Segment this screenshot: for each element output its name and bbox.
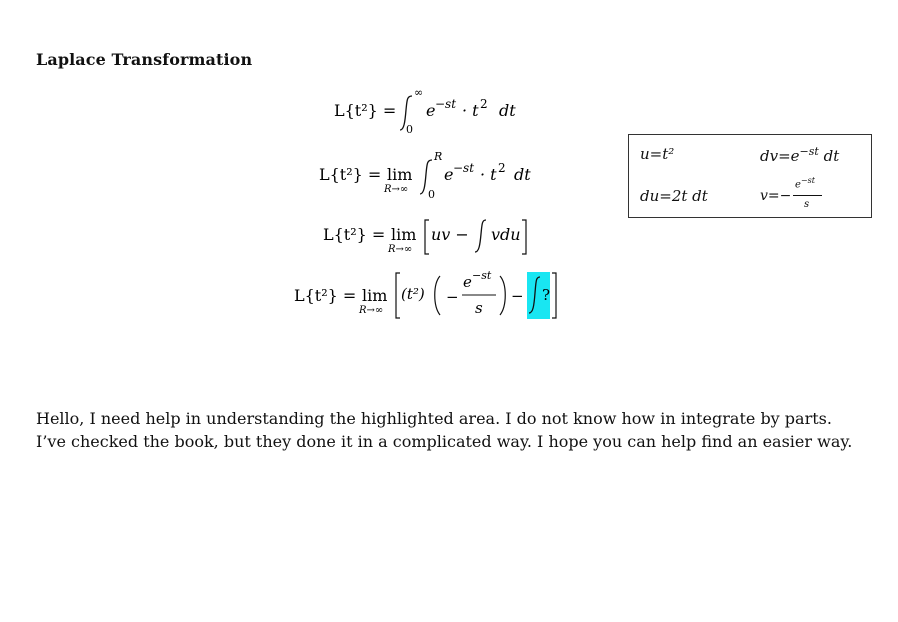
eq3-lim: lim <box>391 225 417 244</box>
v-fraction-bar <box>793 195 822 196</box>
eq3-lhs: L{t²} = <box>323 225 386 244</box>
v-prefix: v=− <box>760 188 792 204</box>
dv-exponent: −st <box>799 145 819 158</box>
eq4-u-term: (t²) <box>401 285 425 303</box>
v-num-base: e <box>795 179 801 191</box>
equation-1 <box>334 86 516 136</box>
v-denominator: s <box>804 199 810 210</box>
v-numerator <box>795 176 815 190</box>
right-bracket-icon <box>522 220 526 254</box>
eq4-minus-2: − <box>511 287 524 305</box>
equation-4 <box>294 269 556 319</box>
dv-label: dv=e <box>760 147 800 165</box>
eq2-tail-exp: 2 <box>498 161 506 175</box>
eq1-differential: dt <box>499 101 516 120</box>
eq3-lim-sub: R→∞ <box>388 244 413 255</box>
message-line-1: Hello, I need help in understanding the highlighted area. I do not know how in integrate by parts. <box>36 409 832 428</box>
eq3-vdu: vdu <box>491 225 521 244</box>
eq1-lower-limit: 0 <box>406 123 413 136</box>
question-message <box>36 407 876 453</box>
left-paren-icon <box>435 276 440 315</box>
integral-sign-icon <box>475 220 486 252</box>
eq2-exponent: −st <box>453 161 475 175</box>
left-bracket-icon <box>425 220 429 254</box>
eq2-lim-sub: R→∞ <box>384 184 409 195</box>
eq1-tail-exp: 2 <box>480 97 488 111</box>
equation-2 <box>319 150 531 201</box>
eq4-frac-num-exp: −st <box>472 269 492 282</box>
eq3-uv: uv − <box>431 225 469 244</box>
right-paren-icon <box>500 276 505 315</box>
eq2-lower-limit: 0 <box>428 188 435 201</box>
eq1-lhs: L{t²} = <box>334 101 397 120</box>
equation-3 <box>323 220 526 255</box>
eq2-lim: lim <box>387 165 413 184</box>
page-title: Laplace Transformation <box>36 50 253 69</box>
eq1-upper-limit: ∞ <box>414 86 424 99</box>
eq4-frac-num: e <box>463 273 472 291</box>
eq1-exponent: −st <box>435 97 457 111</box>
left-bracket-icon <box>396 273 400 318</box>
eq2-tail: · t <box>480 165 497 184</box>
right-bracket-icon <box>552 273 556 318</box>
eq4-lim-sub: R→∞ <box>359 305 384 316</box>
message-line-2: I’ve checked the book, but they done it in a complicated way. I hope you can help find an easier way. <box>36 432 853 451</box>
dv-definition <box>760 145 839 165</box>
du-definition: du=2t dt <box>640 187 708 205</box>
eq2-integrand: e <box>444 165 454 184</box>
eq2-lhs: L{t²} = <box>319 165 382 184</box>
eq1-tail: · t <box>462 101 479 120</box>
dv-tail: dt <box>823 147 840 165</box>
eq4-lhs: L{t²} = <box>294 286 357 305</box>
substitution-box <box>628 134 872 218</box>
eq4-question: ? <box>542 286 551 304</box>
eq4-minus: − <box>446 288 459 306</box>
eq2-upper-limit: R <box>434 150 443 163</box>
eq4-lim: lim <box>362 286 388 305</box>
eq2-differential: dt <box>514 165 531 184</box>
v-num-exponent: −st <box>800 176 815 185</box>
u-definition: u=t² <box>640 145 675 163</box>
eq4-frac-den: s <box>475 299 483 317</box>
eq1-integrand: e <box>426 101 436 120</box>
